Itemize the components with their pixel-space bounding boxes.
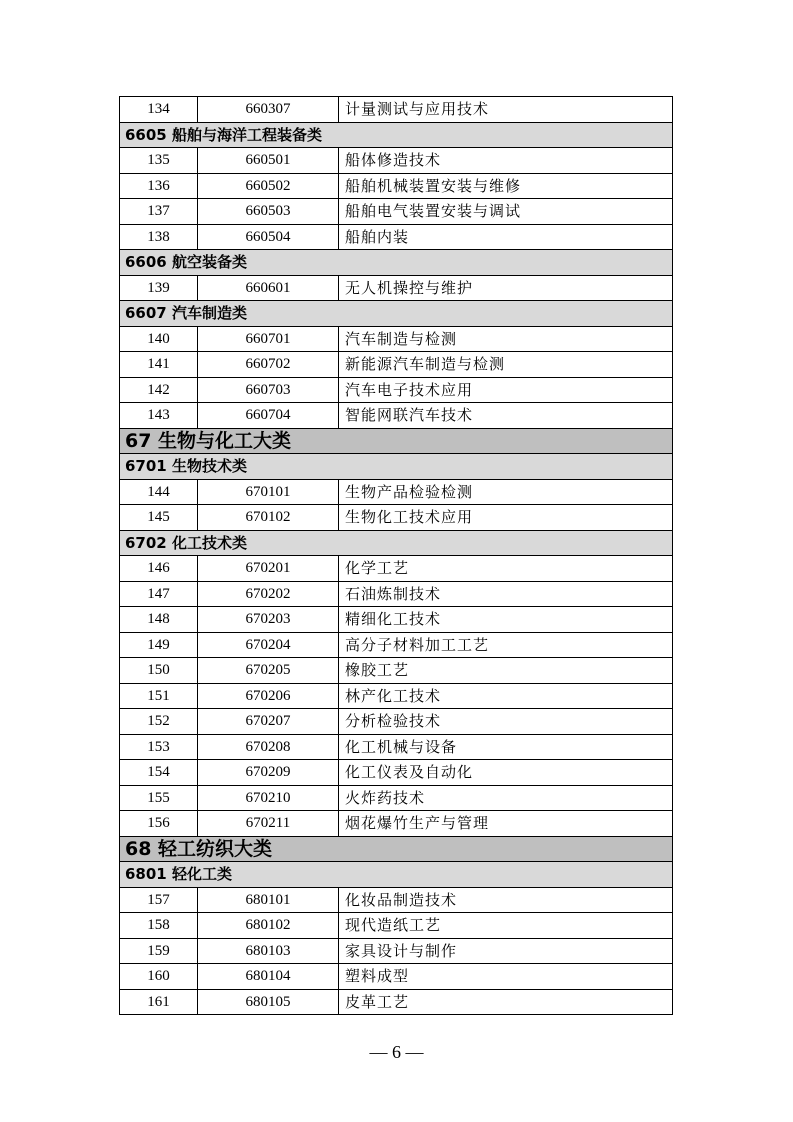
sequence-number-cell: 161 xyxy=(120,989,198,1015)
major-code-cell: 670101 xyxy=(198,479,339,505)
sequence-number-cell: 143 xyxy=(120,403,198,429)
sequence-number-cell: 135 xyxy=(120,148,198,174)
major-code-cell: 660704 xyxy=(198,403,339,429)
major-name-cell: 家具设计与制作 xyxy=(339,938,673,964)
category-heading: 6701 生物技术类 xyxy=(120,454,673,480)
sequence-number-cell: 147 xyxy=(120,581,198,607)
major-code-cell: 660307 xyxy=(198,97,339,123)
sequence-number-cell: 156 xyxy=(120,811,198,837)
major-code-cell: 680103 xyxy=(198,938,339,964)
major-name-cell: 高分子材料加工工艺 xyxy=(339,632,673,658)
major-code-cell: 660501 xyxy=(198,148,339,174)
sequence-number-cell: 148 xyxy=(120,607,198,633)
major-name-cell: 生物产品检验检测 xyxy=(339,479,673,505)
table-row xyxy=(120,97,673,123)
sequence-number-cell: 138 xyxy=(120,224,198,250)
table-row xyxy=(120,479,673,505)
sequence-number-cell: 158 xyxy=(120,913,198,939)
major-code-cell: 670211 xyxy=(198,811,339,837)
major-name-cell: 汽车制造与检测 xyxy=(339,326,673,352)
sequence-number-cell: 160 xyxy=(120,964,198,990)
table-row xyxy=(120,224,673,250)
major-name-cell: 分析检验技术 xyxy=(339,709,673,735)
major-category-heading: 68 轻工纺织大类 xyxy=(120,836,673,862)
table-row xyxy=(120,709,673,735)
category-row xyxy=(120,454,673,480)
category-row xyxy=(120,301,673,327)
major-name-cell: 塑料成型 xyxy=(339,964,673,990)
major-name-cell: 现代造纸工艺 xyxy=(339,913,673,939)
table-row xyxy=(120,632,673,658)
sequence-number-cell: 152 xyxy=(120,709,198,735)
category-heading: 6607 汽车制造类 xyxy=(120,301,673,327)
sequence-number-cell: 142 xyxy=(120,377,198,403)
sequence-number-cell: 140 xyxy=(120,326,198,352)
major-name-cell: 化工机械与设备 xyxy=(339,734,673,760)
major-name-cell: 船舶电气装置安装与调试 xyxy=(339,199,673,225)
major-name-cell: 船体修造技术 xyxy=(339,148,673,174)
table-row xyxy=(120,505,673,531)
category-heading: 6801 轻化工类 xyxy=(120,862,673,888)
category-row xyxy=(120,862,673,888)
sequence-number-cell: 134 xyxy=(120,97,198,123)
major-code-cell: 660502 xyxy=(198,173,339,199)
major-name-cell: 船舶机械装置安装与维修 xyxy=(339,173,673,199)
table-row xyxy=(120,326,673,352)
major-name-cell: 新能源汽车制造与检测 xyxy=(339,352,673,378)
major-code-cell: 670207 xyxy=(198,709,339,735)
major-name-cell: 精细化工技术 xyxy=(339,607,673,633)
major-name-cell: 无人机操控与维护 xyxy=(339,275,673,301)
sequence-number-cell: 141 xyxy=(120,352,198,378)
major-code-cell: 660503 xyxy=(198,199,339,225)
major-name-cell: 汽车电子技术应用 xyxy=(339,377,673,403)
major-name-cell: 计量测试与应用技术 xyxy=(339,97,673,123)
sequence-number-cell: 154 xyxy=(120,760,198,786)
major-code-cell: 660504 xyxy=(198,224,339,250)
sequence-number-cell: 139 xyxy=(120,275,198,301)
category-row xyxy=(120,122,673,148)
sequence-number-cell: 157 xyxy=(120,887,198,913)
major-code-cell: 680101 xyxy=(198,887,339,913)
table-row xyxy=(120,607,673,633)
sequence-number-cell: 150 xyxy=(120,658,198,684)
major-code-cell: 660601 xyxy=(198,275,339,301)
category-heading: 6606 航空装备类 xyxy=(120,250,673,276)
sequence-number-cell: 146 xyxy=(120,556,198,582)
major-code-cell: 670102 xyxy=(198,505,339,531)
table-row xyxy=(120,352,673,378)
major-code-cell: 670210 xyxy=(198,785,339,811)
major-code-cell: 670209 xyxy=(198,760,339,786)
table-row xyxy=(120,913,673,939)
major-code-cell: 670203 xyxy=(198,607,339,633)
page-number: — 6 — xyxy=(369,1042,424,1062)
major-code-cell: 680105 xyxy=(198,989,339,1015)
category-heading: 6702 化工技术类 xyxy=(120,530,673,556)
table-row xyxy=(120,173,673,199)
sequence-number-cell: 137 xyxy=(120,199,198,225)
table-row xyxy=(120,199,673,225)
table-row xyxy=(120,556,673,582)
major-name-cell: 化学工艺 xyxy=(339,556,673,582)
sequence-number-cell: 151 xyxy=(120,683,198,709)
major-code-cell: 680102 xyxy=(198,913,339,939)
table-row xyxy=(120,785,673,811)
major-category-row xyxy=(120,428,673,454)
major-name-cell: 化妆品制造技术 xyxy=(339,887,673,913)
major-list-table xyxy=(119,96,673,1015)
major-code-cell: 660702 xyxy=(198,352,339,378)
table-row xyxy=(120,683,673,709)
table-row xyxy=(120,403,673,429)
major-code-cell: 670201 xyxy=(198,556,339,582)
table-row xyxy=(120,275,673,301)
table-row xyxy=(120,734,673,760)
major-code-cell: 660703 xyxy=(198,377,339,403)
major-code-cell: 670206 xyxy=(198,683,339,709)
table-row xyxy=(120,938,673,964)
major-category-heading: 67 生物与化工大类 xyxy=(120,428,673,454)
major-name-cell: 火炸药技术 xyxy=(339,785,673,811)
category-row xyxy=(120,530,673,556)
sequence-number-cell: 159 xyxy=(120,938,198,964)
table-row xyxy=(120,658,673,684)
sequence-number-cell: 145 xyxy=(120,505,198,531)
major-name-cell: 橡胶工艺 xyxy=(339,658,673,684)
major-code-cell: 670208 xyxy=(198,734,339,760)
major-code-cell: 670202 xyxy=(198,581,339,607)
major-code-cell: 670205 xyxy=(198,658,339,684)
sequence-number-cell: 155 xyxy=(120,785,198,811)
category-row xyxy=(120,250,673,276)
sequence-number-cell: 153 xyxy=(120,734,198,760)
major-code-cell: 670204 xyxy=(198,632,339,658)
sequence-number-cell: 149 xyxy=(120,632,198,658)
sequence-number-cell: 144 xyxy=(120,479,198,505)
major-name-cell: 智能网联汽车技术 xyxy=(339,403,673,429)
major-name-cell: 船舶内装 xyxy=(339,224,673,250)
category-heading: 6605 船舶与海洋工程装备类 xyxy=(120,122,673,148)
table-row xyxy=(120,964,673,990)
major-name-cell: 生物化工技术应用 xyxy=(339,505,673,531)
table-row xyxy=(120,811,673,837)
table-row xyxy=(120,377,673,403)
major-code-cell: 680104 xyxy=(198,964,339,990)
table-row xyxy=(120,887,673,913)
sequence-number-cell: 136 xyxy=(120,173,198,199)
major-name-cell: 皮革工艺 xyxy=(339,989,673,1015)
major-name-cell: 化工仪表及自动化 xyxy=(339,760,673,786)
table-row xyxy=(120,760,673,786)
major-code-cell: 660701 xyxy=(198,326,339,352)
table-row xyxy=(120,148,673,174)
major-name-cell: 石油炼制技术 xyxy=(339,581,673,607)
major-name-cell: 林产化工技术 xyxy=(339,683,673,709)
table-row xyxy=(120,989,673,1015)
major-name-cell: 烟花爆竹生产与管理 xyxy=(339,811,673,837)
major-category-row xyxy=(120,836,673,862)
table-body xyxy=(120,97,673,1015)
table-row xyxy=(120,581,673,607)
